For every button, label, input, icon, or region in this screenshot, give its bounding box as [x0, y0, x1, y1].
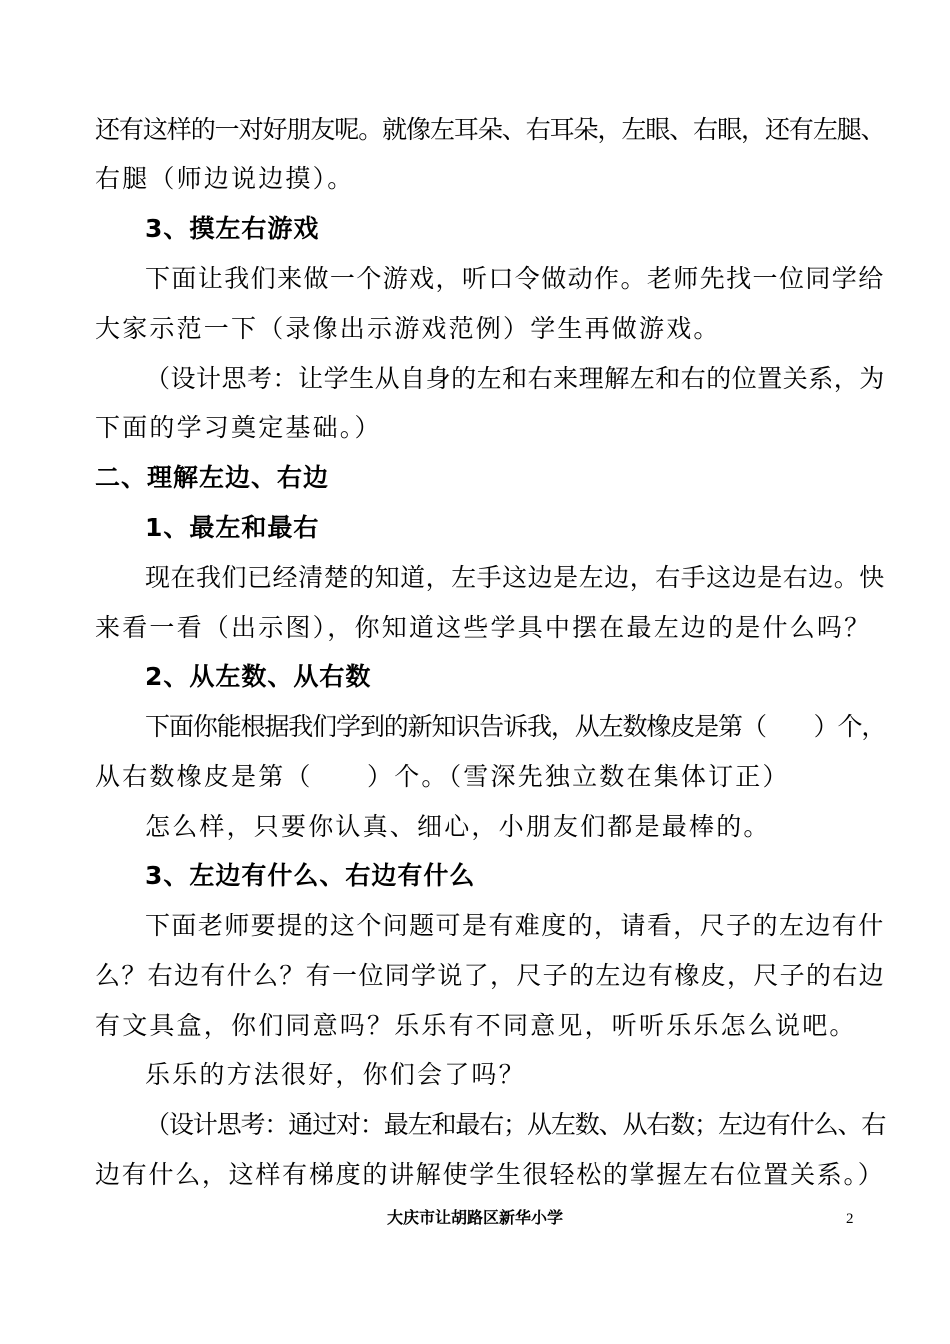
section-subheading: 1、最左和最右: [145, 513, 320, 542]
body-text-line: 有文具盒，你们同意吗？乐乐有不同意见，听听乐乐怎么说吧。: [95, 1011, 857, 1040]
page-number: 2: [846, 1211, 854, 1227]
section-subheading: 3、左边有什么、右边有什么: [145, 861, 476, 890]
body-text-line: 下面老师要提的这个问题可是有难度的，请看，尺子的左边有什: [145, 911, 885, 940]
body-text-line: 下面让我们来做一个游戏，听口令做动作。老师先找一位同学给: [145, 264, 885, 293]
section-subheading: 2、从左数、从右数: [145, 662, 372, 691]
body-text-line: 乐乐的方法很好，你们会了吗？: [145, 1060, 526, 1089]
body-text-line: 右腿（师边说边摸）。: [95, 164, 355, 193]
body-text-line: 现在我们已经清楚的知道，左手这边是左边，右手这边是右边。快: [145, 563, 885, 592]
section-heading: 二、理解左边、右边: [95, 463, 330, 492]
body-text-line: 来看一看（出示图），你知道这些学具中摆在最左边的是什么吗？: [95, 613, 872, 642]
section-subheading: 3、摸左右游戏: [145, 214, 320, 243]
body-text-line: 从右数橡皮是第（ ）个。（雪深先独立数在集体订正）: [95, 762, 790, 791]
design-note-line: 下面的学习奠定基础。）: [95, 413, 382, 442]
body-text-line: 还有这样的一对好朋友呢。就像左耳朵、右耳朵，左眼、右眼，还有左腿、: [95, 115, 885, 144]
design-note-line: （设计思考：让学生从自身的左和右来理解左和右的位置关系，为: [145, 364, 885, 393]
footer-school-name: 大庆市让胡路区新华小学: [386, 1208, 563, 1227]
body-text-line: 大家示范一下（录像出示游戏范例）学生再做游戏。: [95, 314, 721, 343]
design-note-line: 边有什么，这样有梯度的讲解使学生很轻松的掌握左右位置关系。）: [95, 1160, 885, 1189]
body-text-line: 怎么样，只要你认真、细心，小朋友们都是最棒的。: [145, 812, 771, 841]
body-text-line: 么？右边有什么？有一位同学说了，尺子的左边有橡皮，尺子的右边: [95, 961, 886, 990]
body-text-line: 下面你能根据我们学到的新知识告诉我，从左数橡皮是第（ ）个，: [145, 712, 886, 741]
design-note-line: （设计思考：通过对：最左和最右；从左数、从右数；左边有什么、右: [145, 1110, 886, 1139]
